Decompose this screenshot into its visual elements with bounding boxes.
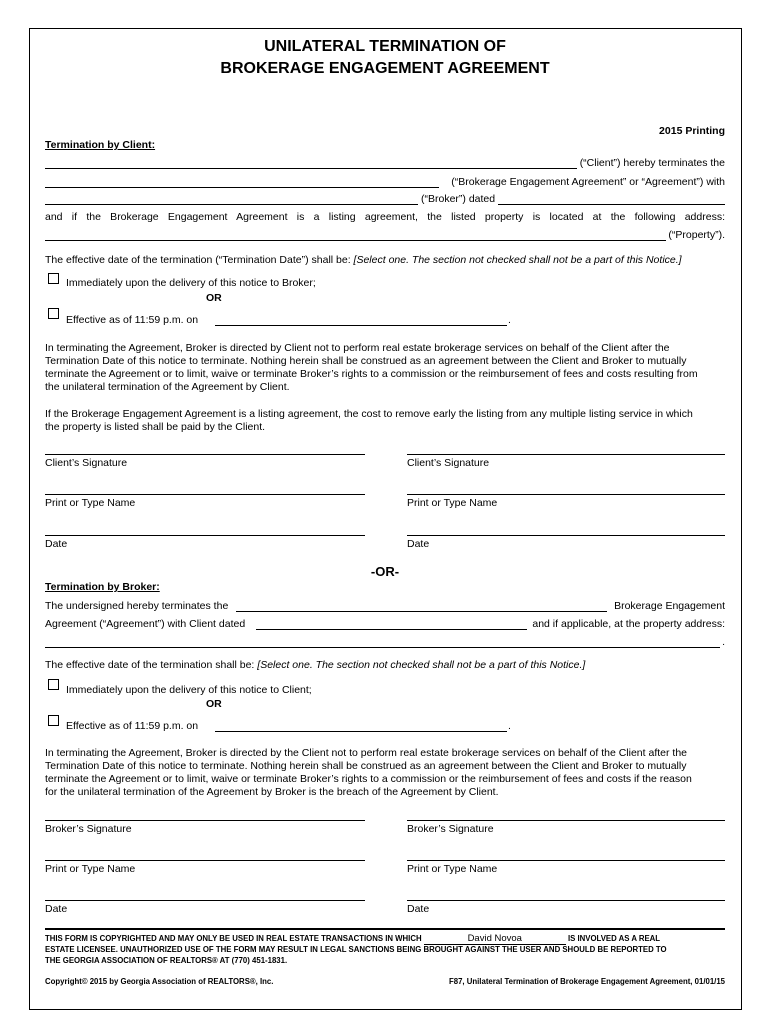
client-para1-line3: terminate the Agreement or to limit, waive or terminate Broker’s rights to a commission or the reimbursement of fees and costs resulting from [45,368,698,380]
client-effective-date-label: The effective date of the termination (“Termination Date”) shall be: [Select one. The section not checked shall not be a part of this Notice.] [45,254,682,266]
broker-signature-label-left: Broker’s Signature [45,823,132,835]
client-date-label-left: Date [45,538,68,550]
agreement-field[interactable] [45,187,439,188]
property-text: (“Property”). [668,229,725,241]
broker-undersigned-text: The undersigned hereby terminates the [45,600,229,612]
client-date-line-left[interactable] [45,535,365,536]
broker-effective-date-label: The effective date of the termination shall be: [Select one. The section not checked shall not be a part of this Notice.] [45,659,586,671]
form-identifier: F87, Unilateral Termination of Brokerage Engagement Agreement, 01/01/15 [448,977,725,986]
broker-date-line-left[interactable] [45,900,365,901]
broker-immediately-label: Immediately upon the delivery of this notice to Client; [66,684,312,696]
broker-if-applicable-text: and if applicable, at the property address: [532,618,725,630]
broker-date-line-right[interactable] [407,900,725,901]
form-title-line2: BROKERAGE ENGAGEMENT AGREEMENT [220,60,550,77]
property-address-field[interactable] [45,240,666,241]
listing-text: and if the Brokerage Engagement Agreement is a listing agreement, the listed property is located at the following address: [45,211,725,223]
client-signature-label-right: Client’s Signature [407,457,490,469]
client-date-line-right[interactable] [407,535,725,536]
agreement-with-text: (“Brokerage Engagement Agreement” or “Agreement”) with [451,176,725,188]
client-date-label-right: Date [407,538,430,550]
licensee-name: David Novoa [424,934,566,945]
client-name-label-right: Print or Type Name [407,497,498,509]
broker-property-period: . [722,636,725,648]
copyright-notice-line2: ESTATE LICENSEE. UNAUTHORIZED USE OF THE FORM MAY RESULT IN LEGAL SANCTIONS BEING BROUGHT AGAINST THE USER AND SHOULD BE REPORTED TO [45,945,667,954]
client-signature-label-left: Client’s Signature [45,457,128,469]
broker-date-label-right: Date [407,903,430,915]
broker-name-line-left[interactable] [45,860,365,861]
broker-engagement-text: Brokerage Engagement [614,600,725,612]
broker-agreement-client-text: Agreement (“Agreement”) with Client dated [45,618,246,630]
broker-client-date-field[interactable] [256,629,527,630]
broker-date-label-left: Date [45,903,68,915]
copyright-notice-line3: THE GEORGIA ASSOCIATION OF REALTORS® AT (770) 451-1831. [45,956,288,965]
broker-signature-line-left[interactable] [45,820,365,821]
client-effective-period: . [508,314,511,326]
broker-para-line3: terminate the Agreement or to limit, waive or terminate Broker’s rights to a commission or the reimbursement of fees and costs if the reason [45,773,692,785]
broker-para-line2: Termination Date of this notice to terminate. Nothing herein shall be construed as an agreement between the Client and Broker to mutually [45,760,687,772]
client-name-line-left[interactable] [45,494,365,495]
client-or-label: OR [206,292,222,304]
client-name-field[interactable] [45,168,577,169]
client-section-heading: Termination by Client: [45,139,156,151]
broker-signature-line-right[interactable] [407,820,725,821]
client-para1-line1: In terminating the Agreement, Broker is directed by Client not to perform real estate brokerage services on behalf of the Client after the [45,342,670,354]
broker-para-line1: In terminating the Agreement, Broker is directed by the Client not to perform real estate brokerage services on behalf of the Client after the [45,747,688,759]
broker-immediately-checkbox[interactable] [48,679,59,690]
broker-property-field[interactable] [45,647,720,648]
broker-name-line-right[interactable] [407,860,725,861]
client-effective-label: Effective as of 11:59 p.m. on [66,314,199,326]
client-signature-line-right[interactable] [407,454,725,455]
copyright-notice-line1: THIS FORM IS COPYRIGHTED AND MAY ONLY BE USED IN REAL ESTATE TRANSACTIONS IN WHICH David Novoa IS INVOLVED AS A REAL [45,933,661,944]
broker-agreement-field[interactable] [236,611,607,612]
broker-signature-label-right: Broker’s Signature [407,823,494,835]
client-para1-line4: the unilateral termination of the Agreement by Client. [45,381,290,393]
or-divider: -OR- [370,564,400,579]
client-signature-line-left[interactable] [45,454,365,455]
client-hereby-text: (“Client”) hereby terminates the [579,157,725,169]
client-para1-line2: Termination Date of this notice to terminate. Nothing herein shall be construed as an agreement between the Client and Broker to mutually [45,355,687,367]
broker-or-label: OR [206,698,222,710]
client-name-label-left: Print or Type Name [45,497,136,509]
broker-section-heading: Termination by Broker: [45,581,160,593]
client-para2-line1: If the Brokerage Engagement Agreement is a listing agreement, the cost to remove early the listing from any multiple listing service in which [45,408,693,420]
copyright-owner: Copyright© 2015 by Georgia Association of REALTORS®, Inc. [45,977,274,986]
client-immediately-label: Immediately upon the delivery of this notice to Broker; [66,277,316,289]
broker-para-line4: for the unilateral termination of the Agreement by Broker is the breach of the Agreement by Client. [45,786,499,798]
client-para2-line2: the property is listed shall be paid by the Client. [45,421,266,433]
client-effective-checkbox[interactable] [48,308,59,319]
broker-effective-checkbox[interactable] [48,715,59,726]
broker-effective-label: Effective as of 11:59 p.m. on [66,720,199,732]
agreement-date-field[interactable] [498,204,725,205]
client-effective-date-field[interactable] [215,325,507,326]
broker-effective-period: . [508,720,511,732]
broker-effective-date-field[interactable] [215,731,507,732]
broker-dated-text: (“Broker”) dated [421,193,496,205]
broker-name-field[interactable] [45,204,418,205]
broker-name-label-right: Print or Type Name [407,863,498,875]
footer-rule [45,928,725,930]
client-immediately-checkbox[interactable] [48,273,59,284]
broker-name-label-left: Print or Type Name [45,863,136,875]
client-name-line-right[interactable] [407,494,725,495]
form-title-line1: UNILATERAL TERMINATION OF [264,38,506,55]
printing-label: 2015 Printing [659,125,725,137]
